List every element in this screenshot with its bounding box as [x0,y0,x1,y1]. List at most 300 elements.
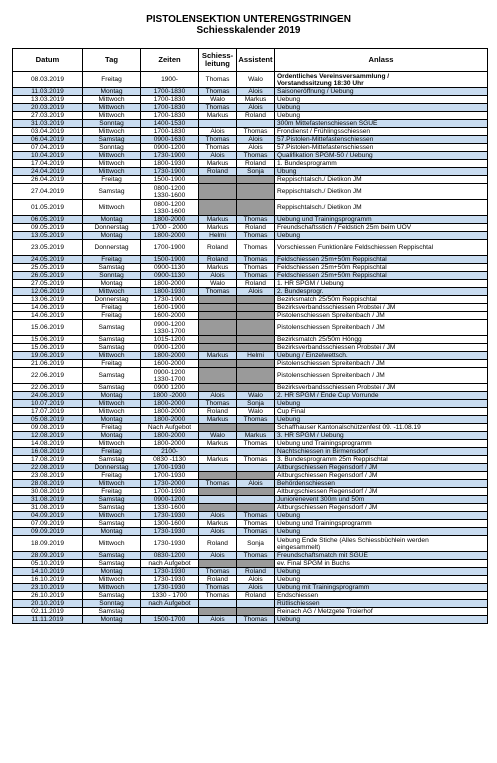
cell-leitung: Thomas [199,480,237,488]
cell-assistent: Roland [237,224,275,232]
cell-anlass: 2. Bundesprogr. [275,288,488,296]
cell-anlass: Pistolenschiessen Spreitenbach / JM [275,360,488,368]
cell-assistent [237,176,275,184]
cell-datum: 17.07.2019 [13,408,83,416]
table-row [13,528,488,536]
cell-anlass: 57.Pistolen-Mittefastenschiessen [275,144,488,152]
cell-anlass: Uebung und Trainingsprogramm [275,216,488,224]
col-header-zeiten: Zeiten [141,49,199,72]
cell-anlass: Bezirksverbandsschiessen Probstei / JM [275,304,488,312]
table-row [13,536,488,552]
cell-zeiten: 1800-2000 [141,416,199,424]
cell-leitung: Markus [199,456,237,464]
cell-zeiten: 1800-2000 [141,432,199,440]
cell-tag: Freitag [83,72,141,88]
cell-assistent: Sonja [237,536,275,552]
cell-leitung: Markus [199,112,237,120]
cell-assistent: Thomas [237,416,275,424]
cell-leitung: Alois [199,272,237,280]
cell-datum: 07.09.2019 [13,520,83,528]
cell-datum: 26.04.2019 [13,176,83,184]
cell-zeiten: 0800-1200 1330-1600 [141,200,199,216]
cell-anlass: Schaffhauser Kantonalschützenfest 09. -11.08.19 [275,424,488,432]
cell-leitung: Roland [199,408,237,416]
cell-zeiten: 1500-1900 [141,176,199,184]
cell-leitung: Markus [199,216,237,224]
cell-zeiten: 1500-1900 [141,256,199,264]
cell-tag: Sonntag [83,120,141,128]
cell-anlass: Altburgschiessen Regensdorf / JM [275,464,488,472]
cell-zeiten: 1300-1600 [141,520,199,528]
col-header-anlass: Anlass [275,49,488,72]
cell-anlass: Uebung Ende Stiche (Alles Schiessbüchlein werden eingesammelt) [275,536,488,552]
cell-anlass: Freundschaftsstich / Feldstich 25m beim UOV [275,224,488,232]
table-row [13,344,488,352]
cell-datum: 27.03.2019 [13,112,83,120]
cell-zeiten: 1700 - 2000 [141,224,199,232]
cell-assistent [237,600,275,608]
cell-tag: Montag [83,528,141,536]
table-row [13,352,488,360]
cell-datum: 22.06.2019 [13,368,83,384]
cell-datum: 16.10.2019 [13,576,83,584]
cell-anlass: 1. HR SPGM / Uebung [275,280,488,288]
cell-anlass: 57.Pistolen-Mittefastenschiessen [275,136,488,144]
cell-anlass: 1. Bundesprogramm [275,160,488,168]
cell-leitung: Markus [199,520,237,528]
cell-assistent: Helmi [237,352,275,360]
cell-tag: Samstag [83,368,141,384]
cell-assistent: Alois [237,136,275,144]
cell-leitung: Alois [199,528,237,536]
cell-tag: Montag [83,416,141,424]
table-row [13,272,488,280]
cell-tag: Sonntag [83,272,141,280]
table-row [13,72,488,88]
table-row [13,112,488,120]
cell-anlass: Uebung [275,616,488,624]
cell-zeiten: 1330-1600 [141,504,199,512]
cell-assistent: Alois [237,288,275,296]
cell-datum: 10.04.2019 [13,152,83,160]
cell-tag: Mittwoch [83,400,141,408]
table-row [13,456,488,464]
cell-datum: 11.03.2019 [13,88,83,96]
cell-leitung: Thomas [199,592,237,600]
cell-anlass: Bezirksverbandsschiessen Probstei / JM [275,344,488,352]
cell-datum: 16.08.2019 [13,448,83,456]
cell-assistent: Alois [237,576,275,584]
cell-leitung: Markus [199,264,237,272]
cell-anlass: Qualifikation SPGM-50 / Uebung [275,152,488,160]
cell-assistent: Thomas [237,552,275,560]
cell-tag: Mittwoch [83,104,141,112]
cell-anlass: Uebung und Trainingsprogramm [275,520,488,528]
cell-tag: Mittwoch [83,536,141,552]
cell-anlass: Uebung [275,576,488,584]
cell-leitung: Walo [199,280,237,288]
col-header-assistent: Assistent [237,49,275,72]
cell-assistent [237,304,275,312]
cell-leitung: Thomas [199,584,237,592]
cell-datum: 20.03.2019 [13,104,83,112]
cell-tag: Montag [83,232,141,240]
cell-tag: Freitag [83,312,141,320]
cell-assistent: Thomas [237,456,275,464]
cell-assistent [237,368,275,384]
cell-leitung [199,600,237,608]
table-row [13,120,488,128]
cell-leitung: Thomas [199,136,237,144]
cell-anlass: 3. Bundesprogramm 25m Reppischtal [275,456,488,464]
cell-anlass: Reinach AG / Metzgete Troierhof [275,608,488,616]
cell-anlass: Uebung und Trainingsprogramm [275,440,488,448]
table-row [13,96,488,104]
table-row [13,104,488,112]
cell-tag: Donnerstag [83,224,141,232]
cell-tag: Samstag [83,264,141,272]
cell-datum: 05.10.2019 [13,560,83,568]
cell-datum: 26.05.2019 [13,272,83,280]
cell-anlass: Uebung [275,400,488,408]
cell-datum: 13.05.2019 [13,232,83,240]
cell-leitung [199,368,237,384]
cell-assistent: Alois [237,144,275,152]
cell-tag: Samstag [83,344,141,352]
table-row [13,616,488,624]
cell-datum: 02.11.2019 [13,608,83,616]
cell-datum: 17.08.2019 [13,456,83,464]
cell-datum: 23.10.2019 [13,584,83,592]
cell-tag: Mittwoch [83,168,141,176]
cell-tag: Mittwoch [83,152,141,160]
cell-zeiten: 0900 1200 [141,384,199,392]
cell-zeiten: 1400-1530 [141,120,199,128]
cell-tag: Mittwoch [83,128,141,136]
cell-assistent: Sonja [237,168,275,176]
table-row [13,432,488,440]
cell-assistent: Alois [237,104,275,112]
cell-leitung [199,296,237,304]
col-header-datum: Datum [13,49,83,72]
cell-zeiten: nach Aufgebot [141,560,199,568]
cell-assistent: Alois [237,480,275,488]
cell-assistent: Thomas [237,512,275,520]
cell-anlass: Pistolenschiessen Spreitenbach / JM [275,320,488,336]
table-row [13,408,488,416]
table-row [13,216,488,224]
cell-zeiten: 0900-1130 [141,272,199,280]
cell-datum: 25.05.2019 [13,264,83,272]
cell-datum: 22.08.2019 [13,464,83,472]
cell-anlass: Vorschiessen Funktionäre Feldschiessen Reppischtal [275,240,488,256]
table-row [13,280,488,288]
cell-tag: Mittwoch [83,584,141,592]
cell-leitung [199,336,237,344]
cell-datum: 13.03.2019 [13,96,83,104]
cell-anlass: Feldschiessen 25m+50m Reppischtal [275,264,488,272]
table-row [13,184,488,200]
cell-datum: 28.08.2019 [13,480,83,488]
cell-tag: Donnerstag [83,296,141,304]
table-row [13,560,488,568]
cell-assistent: Thomas [237,152,275,160]
cell-leitung [199,360,237,368]
table-row [13,288,488,296]
table-row [13,200,488,216]
cell-assistent [237,320,275,336]
cell-datum: 14.08.2019 [13,440,83,448]
cell-tag: Montag [83,216,141,224]
cell-leitung [199,200,237,216]
cell-assistent [237,200,275,216]
cell-tag: Montag [83,392,141,400]
cell-datum: 09.08.2019 [13,424,83,432]
cell-assistent [237,488,275,496]
table-row [13,176,488,184]
cell-assistent [237,360,275,368]
cell-zeiten: 0800-1200 1330-1600 [141,184,199,200]
cell-zeiten: 1730-1930 [141,576,199,584]
cell-assistent: Thomas [237,528,275,536]
cell-anlass: Uebung mit Trainingsprogramm [275,584,488,592]
cell-leitung: Thomas [199,400,237,408]
cell-anlass: Frondienst / Frühlingsschiessen [275,128,488,136]
cell-anlass: Nachtschiessen in Birmensdorf [275,448,488,456]
table-row [13,552,488,560]
cell-datum: 01.05.2019 [13,200,83,216]
col-header-tag: Tag [83,49,141,72]
cell-zeiten: 1700-1830 [141,96,199,104]
table-row [13,160,488,168]
table-row [13,336,488,344]
cell-zeiten: 1800-2000 [141,408,199,416]
cell-zeiten: 1700-1930 [141,464,199,472]
cell-leitung: Alois [199,512,237,520]
cell-anlass: Uebung [275,416,488,424]
cell-zeiten: 1730-1930 [141,568,199,576]
table-row [13,464,488,472]
cell-assistent: Sonja [237,400,275,408]
cell-tag: Montag [83,280,141,288]
cell-anlass: Pistolenschiessen Spreitenbach / JM [275,312,488,320]
cell-datum: 27.05.2019 [13,280,83,288]
cell-leitung: Markus [199,352,237,360]
cell-anlass: Juniorenevent 300m und 50m [275,496,488,504]
table-row [13,424,488,432]
cell-tag: Samstag [83,560,141,568]
cell-datum: 09.05.2019 [13,224,83,232]
cell-assistent [237,608,275,616]
table-row [13,168,488,176]
cell-tag: Samstag [83,336,141,344]
cell-zeiten: 1730-1900 [141,296,199,304]
cell-assistent: Thomas [237,232,275,240]
cell-assistent [237,472,275,480]
cell-assistent [237,448,275,456]
cell-anlass: Reppischtalsch./ Dietikon JM [275,200,488,216]
cell-zeiten: 0900-1130 [141,264,199,272]
table-row [13,512,488,520]
cell-zeiten: 1800-2000 [141,400,199,408]
cell-zeiten: 1700-1900 [141,240,199,256]
cell-leitung: Markus [199,160,237,168]
cell-leitung: Alois [199,152,237,160]
cell-tag: Mittwoch [83,480,141,488]
cell-leitung: Thomas [199,568,237,576]
cell-anlass: ev. Final SPGM in Buchs [275,560,488,568]
cell-zeiten: 0830-1200 [141,552,199,560]
cell-zeiten: nach Aufgebot [141,600,199,608]
cell-leitung [199,448,237,456]
cell-assistent: Thomas [237,240,275,256]
table-row [13,400,488,408]
cell-datum: 04.09.2019 [13,512,83,520]
cell-anlass: Altburgschiessen Regensdorf / JM [275,488,488,496]
cell-assistent: Alois [237,88,275,96]
cell-datum: 06.05.2019 [13,216,83,224]
cell-anlass: Uebung / Einzelwettsch. [275,352,488,360]
cell-tag: Mittwoch [83,112,141,120]
cell-tag: Freitag [83,360,141,368]
cell-zeiten: 1730-2000 [141,480,199,488]
table-row [13,128,488,136]
table-body [13,72,488,624]
cell-anlass: Altburgschiessen Regensdorf / JM [275,472,488,480]
cell-datum: 23.08.2019 [13,472,83,480]
cell-leitung: Markus [199,440,237,448]
cell-tag: Samstag [83,552,141,560]
cell-assistent [237,424,275,432]
cell-zeiten: 1600-2000 [141,312,199,320]
cell-tag: Donnerstag [83,240,141,256]
cell-zeiten: 1700-1830 [141,104,199,112]
cell-zeiten: 0900-1200 [141,144,199,152]
cell-datum: 24.06.2019 [13,392,83,400]
cell-assistent [237,336,275,344]
cell-leitung [199,464,237,472]
cell-anlass: Uebung [275,104,488,112]
cell-tag: Mittwoch [83,288,141,296]
table-row [13,600,488,608]
cell-leitung: Roland [199,256,237,264]
table-row [13,392,488,400]
cell-anlass: Bezirksmatch 25/50m Höngg [275,336,488,344]
cell-datum: 23.05.2019 [13,240,83,256]
cell-assistent [237,384,275,392]
table-row [13,568,488,576]
cell-assistent: Thomas [237,216,275,224]
table-row [13,88,488,96]
cell-datum: 20.10.2019 [13,600,83,608]
table-row [13,136,488,144]
cell-tag: Mittwoch [83,440,141,448]
cell-leitung [199,120,237,128]
cell-datum: 03.04.2019 [13,128,83,136]
cell-tag: Samstag [83,608,141,616]
cell-zeiten: 1730-1930 [141,528,199,536]
cell-leitung [199,608,237,616]
cell-assistent: Walo [237,72,275,88]
cell-datum: 14.06.2019 [13,312,83,320]
table-row [13,144,488,152]
cell-leitung: Thomas [199,72,237,88]
cell-anlass: Uebung [275,232,488,240]
cell-leitung: Roland [199,240,237,256]
cell-assistent: Markus [237,432,275,440]
cell-datum: 14.06.2019 [13,304,83,312]
cell-datum: 19.06.2019 [13,352,83,360]
cell-assistent: Roland [237,568,275,576]
cell-tag: Samstag [83,456,141,464]
cell-leitung [199,560,237,568]
cell-zeiten: 0900-1200 [141,496,199,504]
cell-anlass: Uebung [275,96,488,104]
table-row [13,264,488,272]
cell-zeiten: Nach Aufgebot [141,424,199,432]
cell-datum: 10.07.2019 [13,400,83,408]
cell-zeiten: 0900-1630 [141,136,199,144]
cell-assistent: Markus [237,96,275,104]
cell-assistent: Roland [237,112,275,120]
table-header [13,49,488,72]
cell-assistent [237,504,275,512]
cell-assistent: Thomas [237,128,275,136]
cell-datum: 12.08.2019 [13,432,83,440]
cell-anlass: Cup Final [275,408,488,416]
table-row [13,384,488,392]
cell-tag: Freitag [83,472,141,480]
cell-datum: 15.06.2019 [13,336,83,344]
table-row [13,240,488,256]
cell-zeiten: 1800-1930 [141,288,199,296]
cell-assistent: Thomas [237,272,275,280]
cell-assistent [237,184,275,200]
cell-anlass: Altburgschiessen Regensdorf / JM [275,504,488,512]
cell-anlass: Übung [275,168,488,176]
cell-assistent: Thomas [237,616,275,624]
cell-anlass: Uebung [275,112,488,120]
cell-tag: Samstag [83,496,141,504]
cell-tag: Samstag [83,384,141,392]
cell-anlass: Bezirksmatch 25/50m Reppischtal [275,296,488,304]
cell-anlass: Pistolenschiessen Spreitenbach / JM [275,368,488,384]
cell-leitung: Alois [199,552,237,560]
cell-datum: 14.10.2019 [13,568,83,576]
cell-tag: Samstag [83,136,141,144]
cell-leitung [199,176,237,184]
cell-anlass: Feldschiessen 25m+50m Reppischtal [275,256,488,264]
cell-assistent: Thomas [237,440,275,448]
table-row [13,152,488,160]
cell-anlass: Uebung [275,512,488,520]
table-row [13,232,488,240]
cell-zeiten: 1730-1930 [141,536,199,552]
cell-assistent: Roland [237,592,275,600]
table-row [13,320,488,336]
cell-datum: 13.06.2019 [13,296,83,304]
cell-assistent [237,464,275,472]
cell-tag: Sonntag [83,144,141,152]
cell-tag: Freitag [83,304,141,312]
cell-datum: 17.04.2019 [13,160,83,168]
table-row [13,584,488,592]
cell-leitung: Markus [199,416,237,424]
cell-zeiten: 1800-2000 [141,280,199,288]
cell-anlass: 300m Mittefastenschiessen SGUE [275,120,488,128]
cell-anlass: 3. HR SPGM / Uebung [275,432,488,440]
cell-leitung [199,488,237,496]
